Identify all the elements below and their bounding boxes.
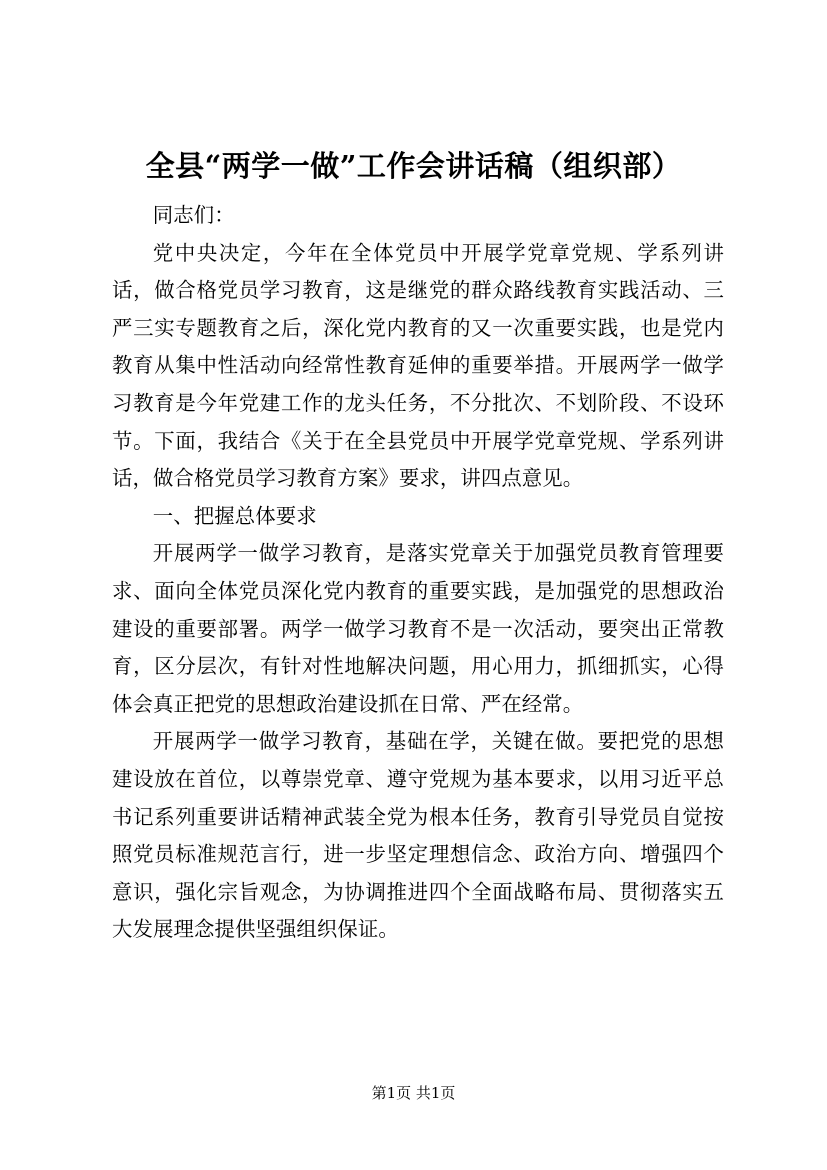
document-body	[112, 197, 724, 949]
body-paragraph: 开展两学一做学习教育，基础在学，关键在做。要把党的思想建设放在首位，以尊崇党章、遵守党规为基本要求，以用习近平总书记系列重要讲话精神武装全党为根本任务，教育引导党员自觉按照党员标准规范言行，进一步坚定理想信念、政治方向、增强四个意识，强化宗旨观念，为协调推进四个全面战略布局、贯彻落实五大发展理念提供坚强组织保证。	[112, 729, 724, 942]
document-title: 全县“两学一做”工作会讲话稿（组织部）	[145, 149, 682, 183]
body-paragraph: 党中央决定，今年在全体党员中开展学党章党规、学系列讲话，做合格党员学习教育，这是继党的群众路线教育实践活动、三严三实专题教育之后，深化党内教育的又一次重要实践，也是党内教育从集中性活动向经常性教育延伸的重要举措。开展两学一做学习教育是今年党建工作的龙头任务，不分批次、不划阶段、不设环节。下面，我结合《关于在全县党员中开展学党章党规、学系列讲话，做合格党员学习教育方案》要求，讲四点意见。	[112, 240, 724, 491]
body-paragraph: 开展两学一做学习教育，是落实党章关于加强党员教育管理要求、面向全体党员深化党内教育的重要实践，是加强党的思想政治建设的重要部署。两学一做学习教育不是一次活动，要突出正常教育，区分层次，有针对性地解决问题，用心用力，抓细抓实，心得体会真正把党的思想政治建设抓在日常、严在经常。	[112, 541, 724, 716]
section-heading: 一、把握总体要求	[152, 503, 317, 528]
salutation: 同志们：	[152, 203, 235, 227]
page-number-footer: 第1页 共1页	[371, 1084, 456, 1102]
